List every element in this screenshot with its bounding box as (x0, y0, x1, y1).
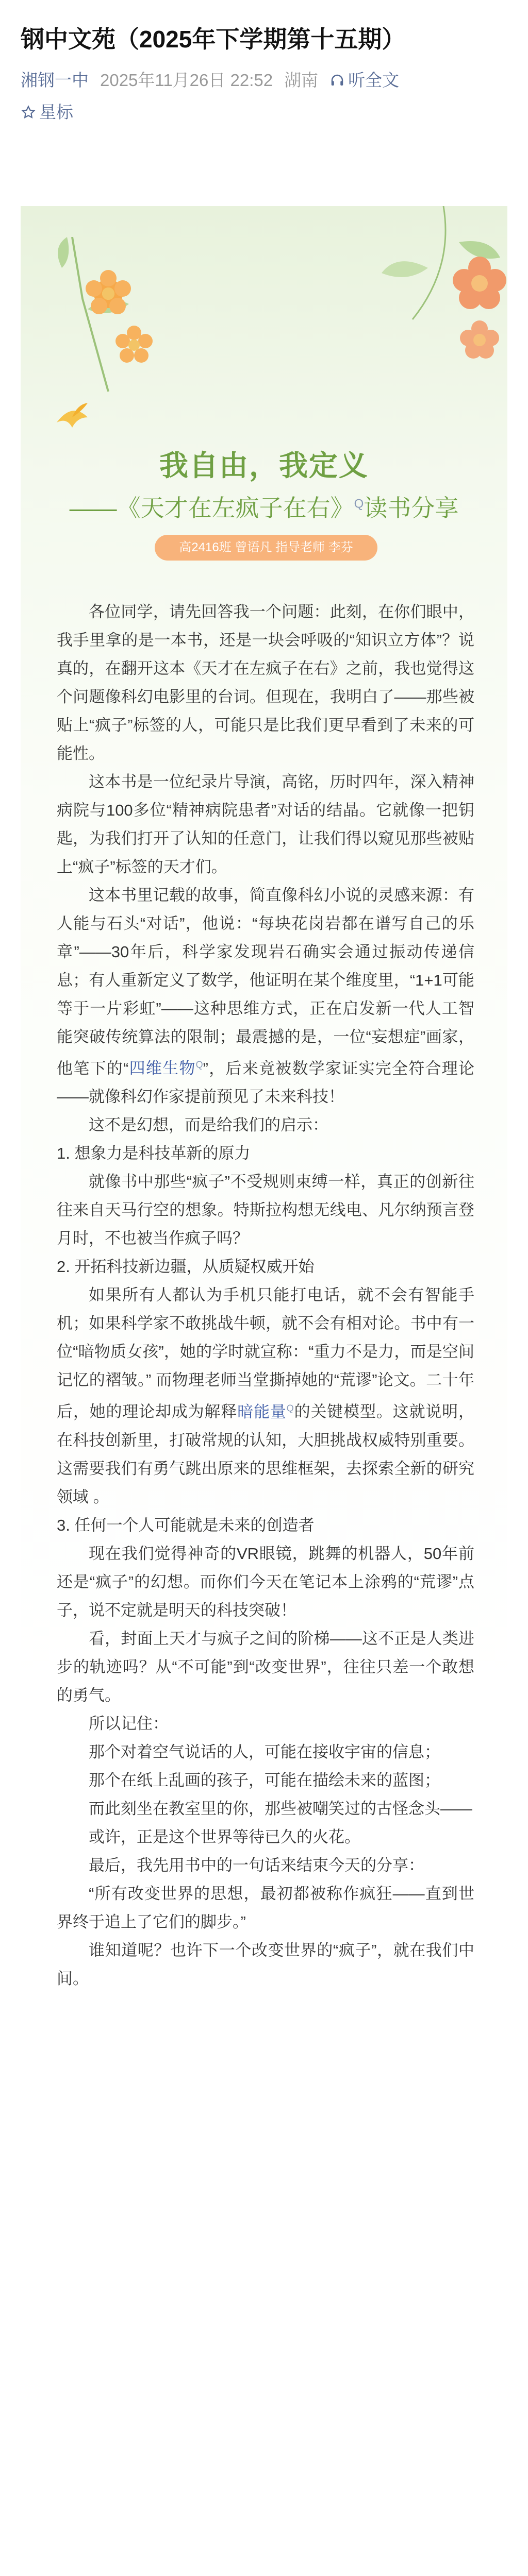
keyword-text: 暗能量 (237, 1402, 287, 1421)
star-label: 星标 (39, 103, 73, 122)
keyword-text: 四维生物 (128, 1059, 196, 1078)
publish-date: 2025年11月26日 22:52 (100, 71, 273, 90)
paragraph: 所以记住： (89, 1714, 169, 1733)
paragraph: 就像书中那些“疯子”不受规则束缚一样，真正的创新往往来自天马行空的想象。特斯拉构想无线电、凡尔纳预言登月时，不也被当作疯子吗？ (57, 1173, 474, 1248)
cover-subtitle-text: ——《天才在左疯子在右》 (69, 495, 354, 521)
cover-subtitle-tail: 读书分享 (364, 495, 459, 521)
paragraph: 谁知道呢？也许下一个改变世界的“疯子”，就在我们中间。 (57, 1941, 474, 1988)
paragraph: 这本书是一位纪录片导演，高铭，历时四年，深入精神病院与100多位“精神病院患者”对话的结晶。它就像一把钥匙，为我们打开了认知的任意门，让我们得以窥见那些被贴上“疯子”标签的天才们。 (57, 773, 474, 876)
paragraph: 这不是幻想，而是给我们的启示： (89, 1116, 328, 1134)
section-heading: 2. 开拓科技新边疆，从质疑权威开始 (57, 1258, 315, 1276)
bird-decoration-icon (52, 402, 98, 438)
article-header (0, 0, 528, 125)
listen-button[interactable] (329, 68, 399, 93)
star-button[interactable] (21, 100, 507, 125)
paragraph (57, 1281, 474, 1511)
account-name-link[interactable]: 湘钢一中 (21, 71, 89, 90)
cover-subtitle (21, 489, 507, 523)
paragraph-text: 这本书里记载的故事，简直像科幻小说的灵感来源：有人能与石头“对话”，他说：“每块花岗岩都在谱写自己的乐章”——30年后，科学家发现岩石确实会通过振动传递信息；有人重新定义了数学，他证明在某个维度里，“1+1可能等于一片彩虹”——这种思维方式，正在启发新一代人工智能突破传统算法的限制；最震撼的是，一位“妄想症”画家，他笔下的“ (57, 886, 474, 1078)
paragraph (57, 881, 474, 1111)
star-icon (21, 105, 36, 120)
article-meta (21, 68, 507, 93)
article-content (21, 206, 507, 2576)
paragraph-text: 如果所有人都认为手机只能打电话，就不会有智能手机；如果科学家不敢挑战牛顿，就不会有相对论。书中有一位“暗物质女孩”，她的学时就宣称：“重力不是力，而是空间记忆的褶皱。” 而物理老师当堂撕掉她的“荒谬”论文。二十年后，她的理论却成为解释 (57, 1286, 474, 1421)
paragraph-text: 的关键模型。这就说明，在科技创新里，打破常规的认知，大胆挑战权威特别重要。这需要我们有勇气跳出原来的思维框架，去探索全新的研究领域 。 (57, 1402, 475, 1506)
paragraph: 那个对着空气说话的人，可能在接收宇宙的信息； (89, 1742, 440, 1761)
paragraph: 那个在纸上乱画的孩子，可能在描绘未来的蓝图； (89, 1771, 440, 1789)
search-mark-icon: Q (286, 1403, 294, 1414)
paragraph: “所有改变世界的思想，最初都被称作疯狂——直到世界终于追上了它们的脚步。” (57, 1884, 474, 1931)
headphones-icon (329, 73, 345, 88)
paragraph: 各位同学，请先回答我一个问题：此刻，在你们眼中，我手里拿的是一本书，还是一块会呼吸的“知识立方体”？说真的，在翻开这本《天才在左疯子在右》之前，我也觉得这个问题像科幻电影里的台词。但现在，我明白了——那些被贴上“疯子”标签的人，可能只是比我们更早看到了未来的可能性。 (57, 603, 474, 762)
paragraph: 或许，正是这个世界等待已久的火花。 (89, 1827, 360, 1846)
cover-card (21, 206, 507, 1988)
article-body (57, 598, 474, 1993)
paragraph-text: ”，后来竟被数学家证实完全符合理论——就像科幻作家提前预见了未来科技！ (57, 1059, 474, 1106)
section-heading: 1. 想象力是科技革新的原力 (57, 1144, 251, 1163)
keyword-link[interactable] (128, 1059, 203, 1077)
section-heading: 3. 任何一个人可能就是未来的创造者 (57, 1516, 315, 1534)
cover-main-title: 我自由，我定义 (159, 449, 369, 482)
flower-decoration-icon (52, 237, 165, 392)
author-pill: 高2416班 曾语凡 指导老师 李芬 (155, 535, 377, 561)
paragraph: 现在我们觉得神奇的VR眼镜，跳舞的机器人，50年前还是“疯子”的幻想。而你们今天在笔记本上涂鸦的“荒谬”点子，说不定就是明天的科技突破！ (57, 1544, 474, 1619)
search-mark-icon: Q (195, 1060, 203, 1070)
paragraph: 而此刻坐在教室里的你，那些被嘲笑过的古怪念头—— (89, 1799, 472, 1818)
publish-region: 湖南 (284, 71, 319, 90)
article-title: 钢中文苑（2025年下学期第十五期） (21, 26, 406, 53)
paragraph: 最后，我先用书中的一句话来结束今天的分享： (89, 1856, 424, 1874)
keyword-link[interactable] (237, 1403, 294, 1421)
paragraph: 看，封面上天才与疯子之间的阶梯——这不正是人类进步的轨迹吗？从“不可能”到“改变世界”，往往只差一个敢想的勇气。 (57, 1629, 474, 1704)
flower-decoration-right-icon (351, 206, 507, 371)
listen-label: 听全文 (348, 71, 400, 90)
search-mark-icon[interactable]: Q (354, 497, 364, 511)
